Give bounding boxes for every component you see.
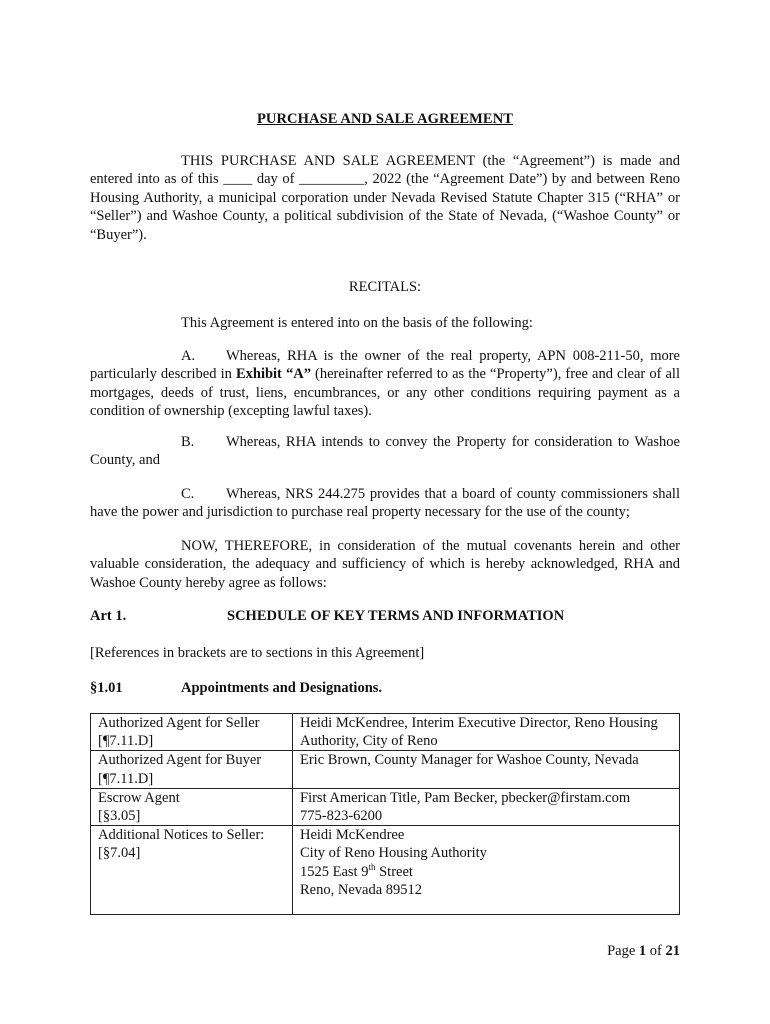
value-cell	[293, 788, 680, 825]
term-cell	[91, 826, 293, 915]
recitals-intro	[90, 314, 680, 332]
page-label: Page	[607, 943, 639, 959]
key-terms-table	[90, 713, 680, 915]
recital-text: Whereas, RHA intends to convey the Property for consideration to Washoe County, and	[90, 434, 680, 469]
value-cell	[293, 751, 680, 788]
term-reference: [¶7.11.D]	[98, 770, 154, 787]
recital-letter: C.	[181, 486, 195, 502]
table-row	[91, 788, 680, 825]
term-label: Authorized Agent for Buyer	[98, 752, 262, 769]
recital-text: Whereas, NRS 244.275 provides that a board of county commissioners shall have the power and jurisdiction to purchase real property necessary for the use of the county;	[90, 486, 680, 521]
term-reference: [¶7.11.D]	[98, 733, 154, 750]
intro-rest: entered into as of this ____ day of _________, 2022 (the “Agreement Date”) by and between Reno Housing Authority, a municipal corporation under Nevada Revised Statute Chapter 315 (“RHA” or “Seller”) and Washoe County, a political subdivision of the State of Nevada, (“Washoe County” or “Buyer”).	[90, 171, 680, 243]
article-title: SCHEDULE OF KEY TERMS AND INFORMATION	[227, 608, 565, 624]
recital-text-pre: Whereas, RHA is the owner of the real property, APN 008-211-50, more particularly described in	[90, 348, 680, 383]
recital-letter: A.	[181, 348, 196, 364]
term-label: Escrow Agent	[98, 789, 180, 806]
intro-first-line: THIS PURCHASE AND SALE AGREEMENT (the “Agreement”) is made and	[181, 153, 680, 169]
term-value: Heidi McKendree, Interim Executive Director, Reno Housing Authority, City of Reno	[300, 715, 658, 750]
street-suffix: Street	[375, 863, 413, 880]
value-cell	[293, 714, 680, 751]
intro-paragraph	[90, 152, 680, 244]
term-cell	[91, 751, 293, 788]
recital-letter: B.	[181, 434, 195, 450]
now-therefore-paragraph	[90, 537, 680, 592]
street-number: 1525 East 9	[300, 863, 369, 880]
notice-organization: City of Reno Housing Authority	[300, 845, 487, 862]
table-row	[91, 751, 680, 788]
value-cell	[293, 826, 680, 915]
page-of: of	[646, 943, 666, 959]
term-cell	[91, 714, 293, 751]
term-label: Additional Notices to Seller:	[98, 827, 265, 844]
page-footer	[607, 943, 680, 960]
ordinal-suffix: th	[368, 861, 376, 872]
recitals-intro-text: This Agreement is entered into on the basis of the following:	[181, 315, 533, 331]
term-label: Authorized Agent for Seller	[98, 715, 260, 731]
term-reference: [§7.04]	[98, 845, 141, 862]
now-therefore-text: NOW, THEREFORE, in consideration of the mutual covenants herein and other valuable consideration, the adequacy and sufficiency of which is hereby acknowledged, RHA and Washoe County hereby agree as follows:	[90, 538, 680, 591]
section-number: §1.01	[90, 680, 123, 696]
recital-a	[90, 347, 680, 421]
table-row	[91, 714, 680, 751]
references-note: [References in brackets are to sections in this Agreement]	[90, 645, 425, 661]
document-title: PURCHASE AND SALE AGREEMENT	[256, 111, 514, 127]
table-row	[91, 826, 680, 915]
page-total: 21	[665, 943, 680, 959]
exhibit-a-reference: Exhibit “A”	[235, 366, 311, 383]
escrow-phone: 775-823-6200	[300, 808, 383, 825]
notice-city-state-zip: Reno, Nevada 89512	[300, 881, 423, 898]
recitals-heading: RECITALS:	[348, 279, 422, 295]
term-reference: [§3.05]	[98, 808, 141, 825]
recital-b	[90, 433, 680, 470]
recital-c	[90, 485, 680, 522]
recital-text-post: (hereinafter referred to as the “Property”), free and clear of all mortgages, deeds of trust, liens, encumbrances, or any other conditions requiring payment as a condition of ownership (excepting lawful taxes).	[90, 366, 680, 420]
notice-name: Heidi McKendree	[300, 827, 405, 844]
page-number: 1	[638, 943, 647, 959]
escrow-name-email: First American Title, Pam Becker, pbecker@firstam.com	[300, 789, 631, 806]
term-cell	[91, 788, 293, 825]
article-number: Art 1.	[90, 608, 127, 624]
section-title: Appointments and Designations.	[181, 680, 383, 696]
notice-street	[300, 863, 672, 881]
term-value: Eric Brown, County Manager for Washoe County, Nevada	[300, 752, 639, 769]
